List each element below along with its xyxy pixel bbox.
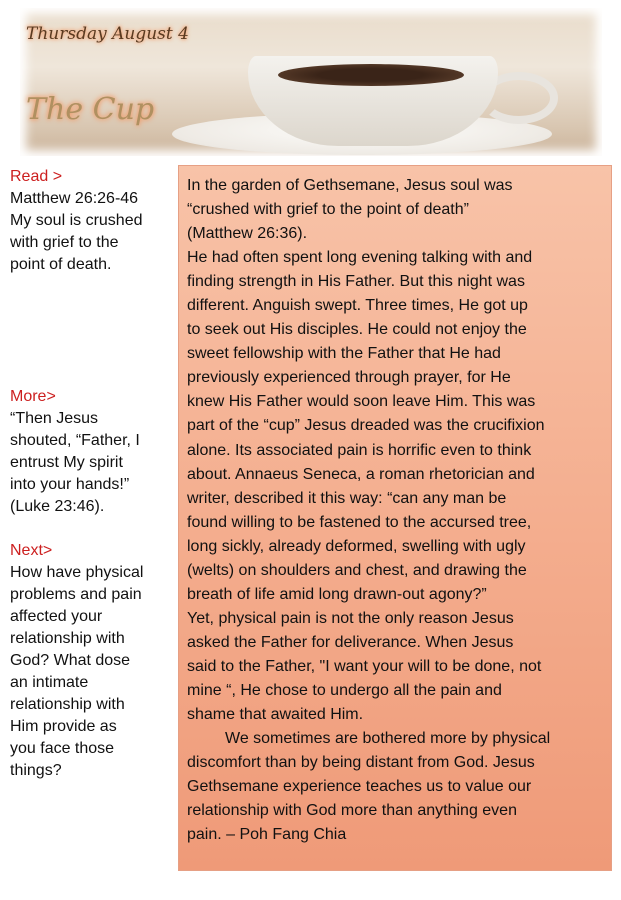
text-line: point of death. [10,256,112,273]
body-text-line: pain. – Poh Fang Chia [187,826,347,844]
body-text-line: part of the “cup” Jesus dreaded was the crucifixion [187,417,545,435]
body-text-line: breath of life amid long drawn-out agony?” [187,585,487,603]
header-banner [20,8,602,156]
body-text-line: Gethsemane experience teaches us to value our [187,778,532,796]
body-text-line: finding strength in His Father. But this night was [187,273,525,291]
page-title: The Cup [26,92,155,127]
text-line: into your hands!” [10,476,130,493]
text-line: (Luke 23:46). [10,498,105,515]
body-text-line: mine “, He chose to undergo all the pain and [187,681,502,699]
body-text-line: In the garden of Gethsemane, Jesus soul was [187,177,513,194]
text-line: My soul is crushed [10,212,143,229]
text-line: relationship with [10,630,125,647]
more-label: More> [10,388,56,405]
devotional-text-box [178,165,612,871]
body-text-line: said to the Father, "I want your will to be done, not [187,657,542,675]
more-text [10,408,170,518]
text-line: How have physical [10,564,144,581]
body-text-line: asked the Father for deliverance. When Jesus [187,633,514,651]
text-line: Matthew 26:26-46 [10,190,139,207]
body-text-line: to seek out His disciples. He could not enjoy the [187,321,527,339]
body-text-line: (Matthew 26:36). [187,225,308,243]
read-text [10,188,170,276]
next-text [10,562,170,782]
date-heading: Thursday August 4 [26,24,189,44]
text-line: relationship with [10,696,125,713]
body-text-line: different. Anguish swept. Three times, He got up [187,297,528,315]
body-text-line: writer, described it this way: “can any man be [187,489,507,507]
body-text-line: (welts) on shoulders and chest, and drawing the [187,561,527,579]
body-text-line: “crushed with grief to the point of death” [187,201,469,219]
body-text-line: found willing to be fastened to the accursed tree, [187,513,532,531]
text-line: affected your [10,608,103,625]
body-text-line: alone. Its associated pain is horrific even to think [187,441,532,459]
text-line: with grief to the [10,234,119,251]
body-text-line: discomfort than by being distant from God. Jesus [187,754,535,772]
body-text-line: relationship with God more than anything even [187,802,517,820]
coffee-image [278,64,464,86]
text-line: “Then Jesus [10,410,99,427]
text-line: problems and pain [10,586,142,603]
next-label: Next> [10,542,53,559]
text-line: you face those [10,740,115,757]
body-text-line: about. Annaeus Seneca, a roman rhetorician and [187,465,535,483]
body-text-line: previously experienced through prayer, for He [187,369,511,387]
text-line: things? [10,762,62,779]
body-text-line: shame that awaited Him. [187,706,364,724]
text-line: shouted, “Father, I [10,432,140,449]
body-text-line: knew His Father would soon leave Him. This was [187,393,536,411]
read-label: Read > [10,168,63,185]
sidebar [10,166,170,782]
text-line: an intimate [10,674,89,691]
text-line: Him provide as [10,718,117,735]
body-text-line: He had often spent long evening talking with and [187,249,533,267]
text-line: God? What dose [10,652,131,669]
body-text-line: long sickly, already deformed, swelling with ugly [187,537,526,555]
text-line: entrust My spirit [10,454,123,471]
body-text-line: sweet fellowship with the Father that He had [187,345,501,363]
body-text-line: We sometimes are bothered more by physical [225,730,551,748]
body-text-line: Yet, physical pain is not the only reason Jesus [187,609,514,627]
